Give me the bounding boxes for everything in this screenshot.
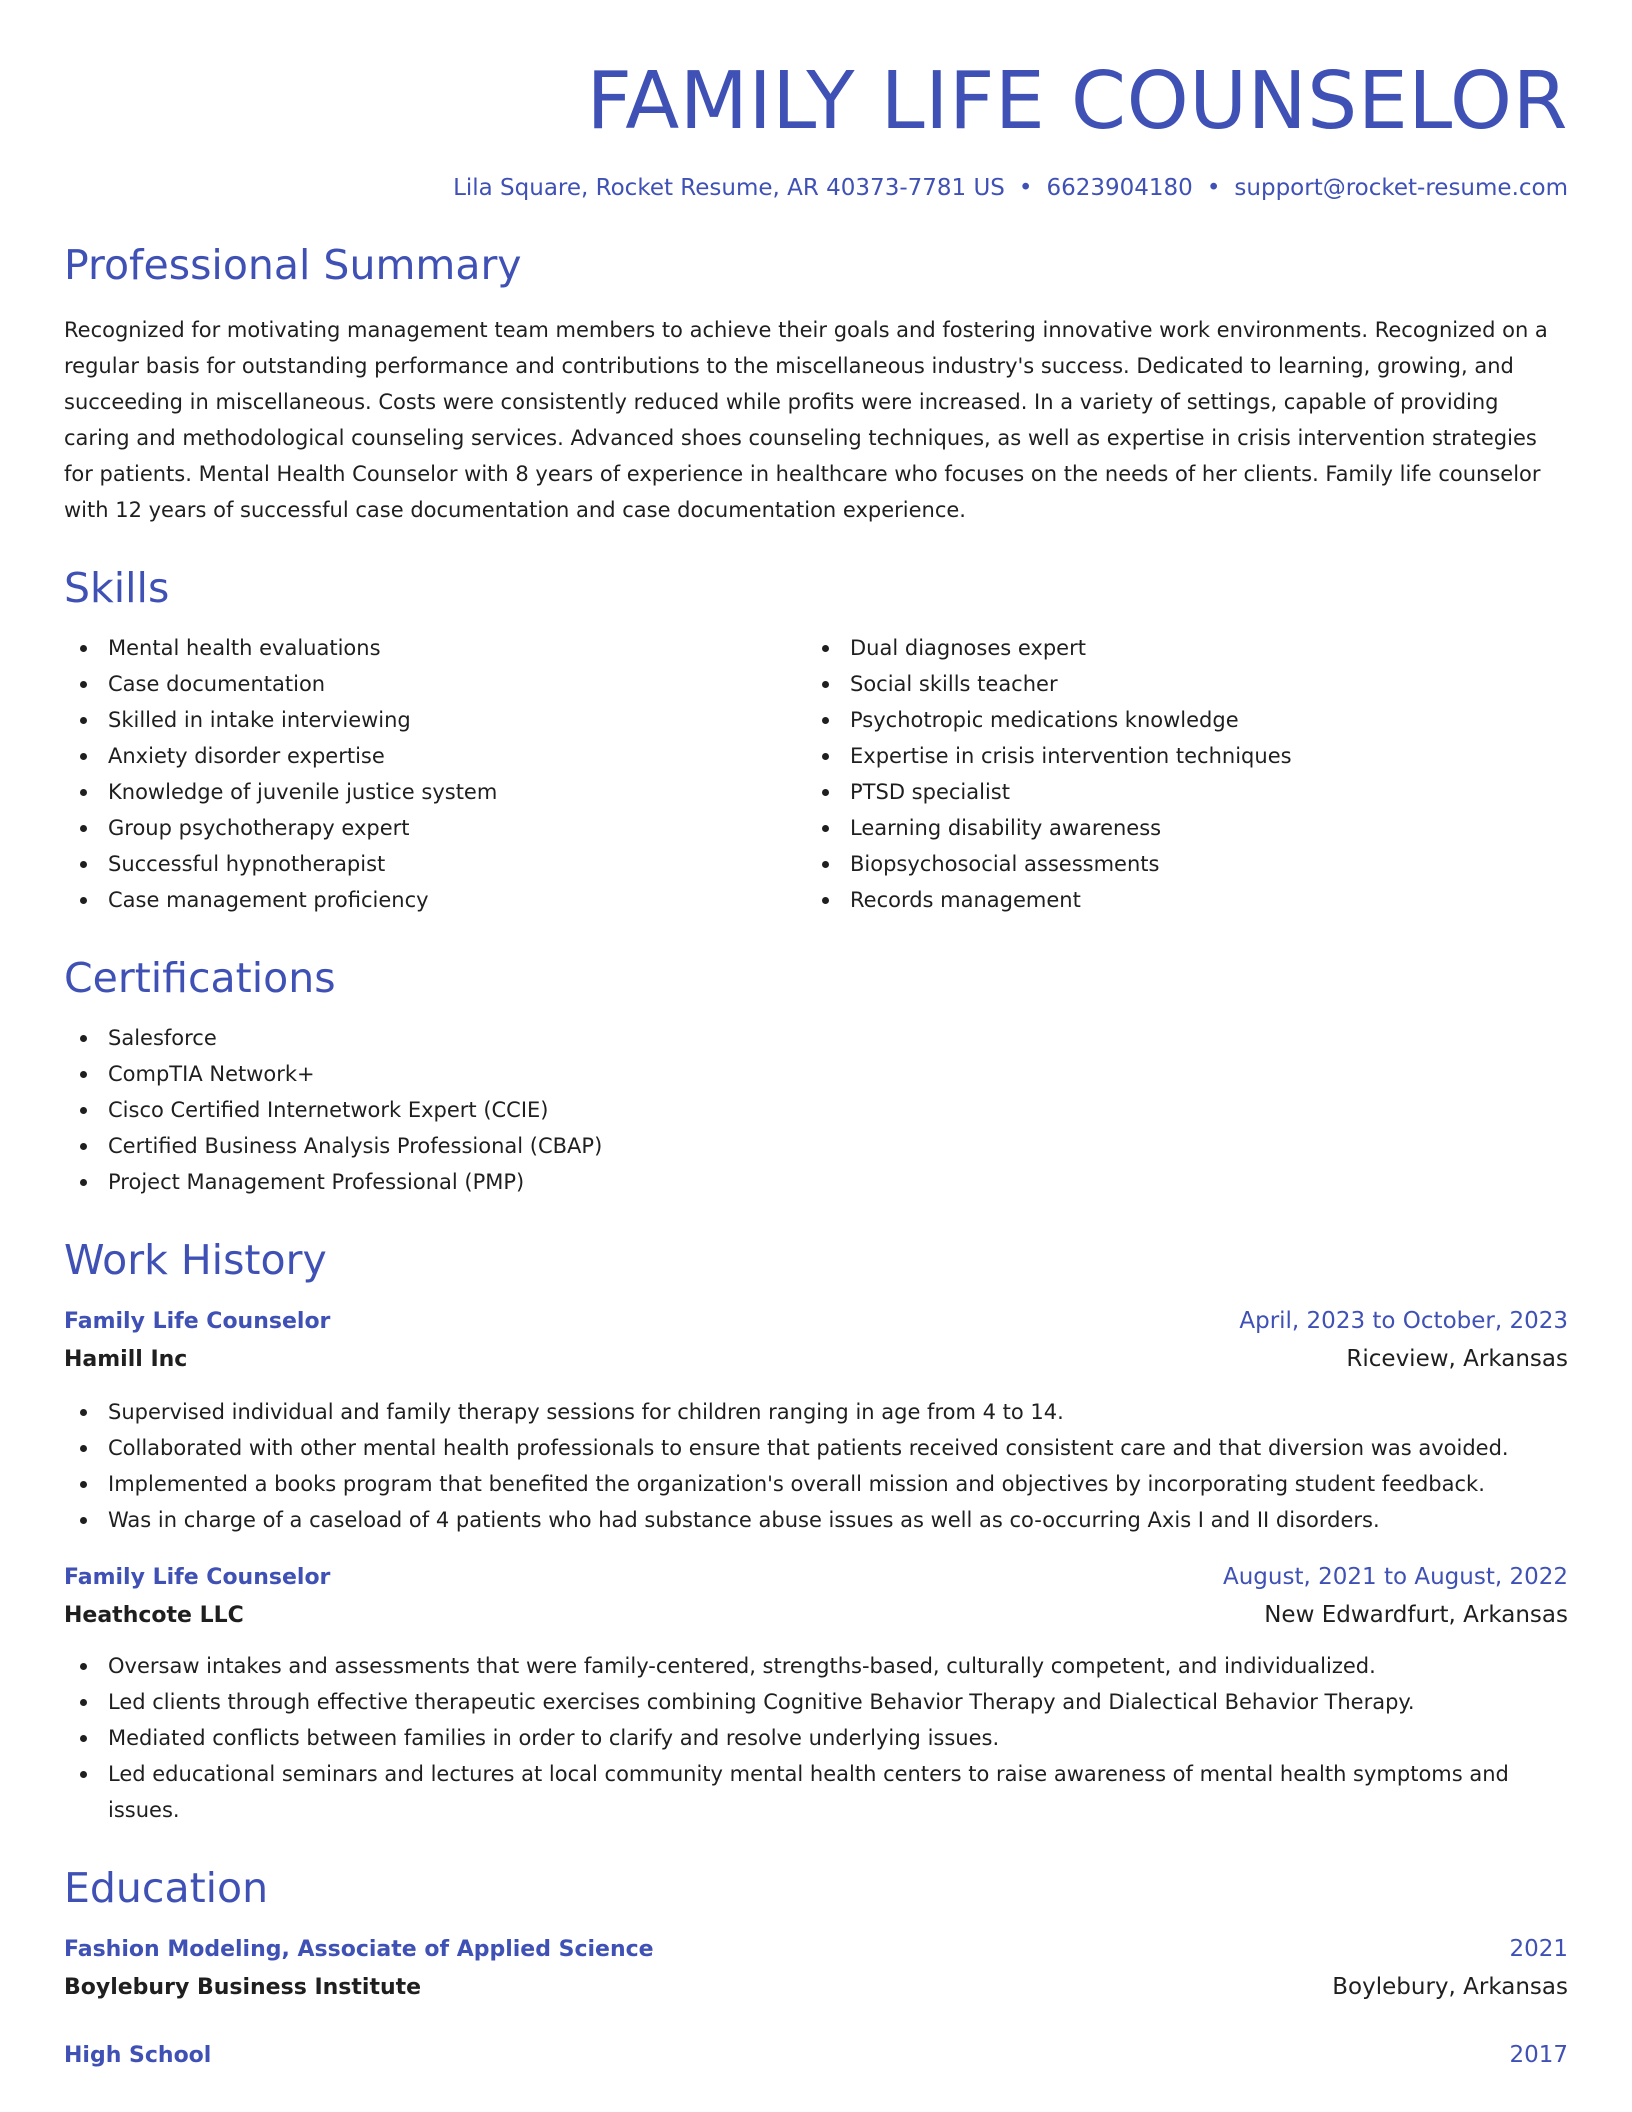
summary-text: Recognized for motivating management team members to achieve their goals and fostering innovative work environments. Recognized on a regular basis for outstanding performance and contributions to the miscellaneous industry's success. Dedicated to learning, growing, and succeeding in miscellaneous. Costs were consistently reduced while profits were increased. In a variety of settings, capable of providing caring and methodological counseling services. Advanced shoes counseling techniques, as well as expertise in crisis intervention strategies for patients. Mental Health Counselor with 8 years of experience in healthcare who focuses on the needs of her clients. Family life counselor with 12 years of successful case documentation and case documentation experience. [64, 318, 1548, 522]
certification-item: Cisco Certified Internetwork Expert (CCIE) [64, 1092, 1568, 1128]
contact-address: Lila Square, Rocket Resume, AR 40373-7781 US [453, 175, 1005, 201]
skill-item: Mental health evaluations [64, 630, 806, 666]
skill-item: Knowledge of juvenile justice system [64, 774, 806, 810]
skill-item: Case documentation [64, 666, 806, 702]
job-bullets [64, 1648, 1568, 1828]
certifications-list [64, 1020, 1568, 1200]
job-title: Family Life Counselor [64, 1565, 331, 1590]
skills-list-left [64, 630, 806, 918]
skill-item: Skilled in intake interviewing [64, 702, 806, 738]
job-company: Heathcote LLC [64, 1603, 244, 1628]
job-bullet: Led clients through effective therapeutic exercises combining Cognitive Behavior Therapy and Dialectical Behavior Therapy. [64, 1684, 1568, 1720]
certification-item: Salesforce [64, 1020, 1568, 1056]
skills-columns [64, 630, 1568, 918]
contact-phone[interactable]: 6623904180 [1046, 175, 1193, 201]
contact-separator: • [1018, 175, 1033, 201]
job-title: Family Life Counselor [64, 1309, 331, 1334]
education-year: 2021 [1509, 1936, 1568, 1962]
certification-item: Certified Business Analysis Professional (CBAP) [64, 1128, 1568, 1164]
education-year: 2017 [1509, 2042, 1568, 2068]
job-bullet: Collaborated with other mental health professionals to ensure that patients received consistent care and that diversion was avoided. [64, 1430, 1568, 1466]
skill-item: Expertise in crisis intervention techniques [806, 738, 1548, 774]
skill-item: Biopsychosocial assessments [806, 846, 1548, 882]
contact-email[interactable]: support@rocket-resume.com [1234, 175, 1568, 201]
section-title-certifications: Certifications [64, 954, 336, 1002]
job-location: Riceview, Arkansas [1346, 1346, 1568, 1372]
skill-item: Group psychotherapy expert [64, 810, 806, 846]
job-entry [64, 1303, 1568, 1538]
section-title-skills: Skills [64, 564, 170, 612]
education-degree: Fashion Modeling, Associate of Applied Science [64, 1937, 654, 1962]
certification-item: CompTIA Network+ [64, 1056, 1568, 1092]
education-entry [64, 1931, 1568, 2007]
job-bullet: Led educational seminars and lectures at local community mental health centers to raise awareness of mental health symptoms and issues. [64, 1756, 1568, 1828]
certification-item: Project Management Professional (PMP) [64, 1164, 1568, 1200]
skill-item: Psychotropic medications knowledge [806, 702, 1548, 738]
section-title-work-history: Work History [64, 1236, 327, 1284]
job-bullets [64, 1394, 1568, 1538]
job-bullet: Implemented a books program that benefited the organization's overall mission and objectives by incorporating student feedback. [64, 1466, 1568, 1502]
skill-item: Successful hypnotherapist [64, 846, 806, 882]
job-bullet: Oversaw intakes and assessments that were family-centered, strengths-based, culturally competent, and individualized. [64, 1648, 1568, 1684]
job-dates: April, 2023 to October, 2023 [1239, 1308, 1568, 1334]
job-bullet: Was in charge of a caseload of 4 patients who had substance abuse issues as well as co-occurring Axis I and II disorders. [64, 1502, 1568, 1538]
section-title-education: Education [64, 1864, 269, 1912]
education-degree: High School [64, 2043, 212, 2068]
skill-item: PTSD specialist [806, 774, 1548, 810]
skills-list-right [806, 630, 1548, 918]
education-school: Boylebury Business Institute [64, 1975, 422, 2000]
contact-separator: • [1206, 175, 1221, 201]
skill-item: Records management [806, 882, 1548, 918]
skill-item: Social skills teacher [806, 666, 1548, 702]
contact-line [64, 177, 1568, 200]
job-company: Hamill Inc [64, 1347, 188, 1372]
job-bullet: Mediated conflicts between families in order to clarify and resolve underlying issues. [64, 1720, 1568, 1756]
job-dates: August, 2021 to August, 2022 [1223, 1564, 1568, 1590]
section-title-summary: Professional Summary [64, 241, 522, 289]
education-location: Boylebury, Arkansas [1332, 1974, 1568, 2000]
skill-item: Anxiety disorder expertise [64, 738, 806, 774]
skill-item: Case management proficiency [64, 882, 806, 918]
job-bullet: Supervised individual and family therapy sessions for children ranging in age from 4 to 14. [64, 1394, 1568, 1430]
job-location: New Edwardfurt, Arkansas [1264, 1602, 1568, 1628]
resume-name: FAMILY LIFE COUNSELOR [586, 55, 1568, 147]
job-entry [64, 1559, 1568, 1828]
skill-item: Dual diagnoses expert [806, 630, 1548, 666]
skill-item: Learning disability awareness [806, 810, 1548, 846]
education-entry [64, 2037, 1568, 2074]
